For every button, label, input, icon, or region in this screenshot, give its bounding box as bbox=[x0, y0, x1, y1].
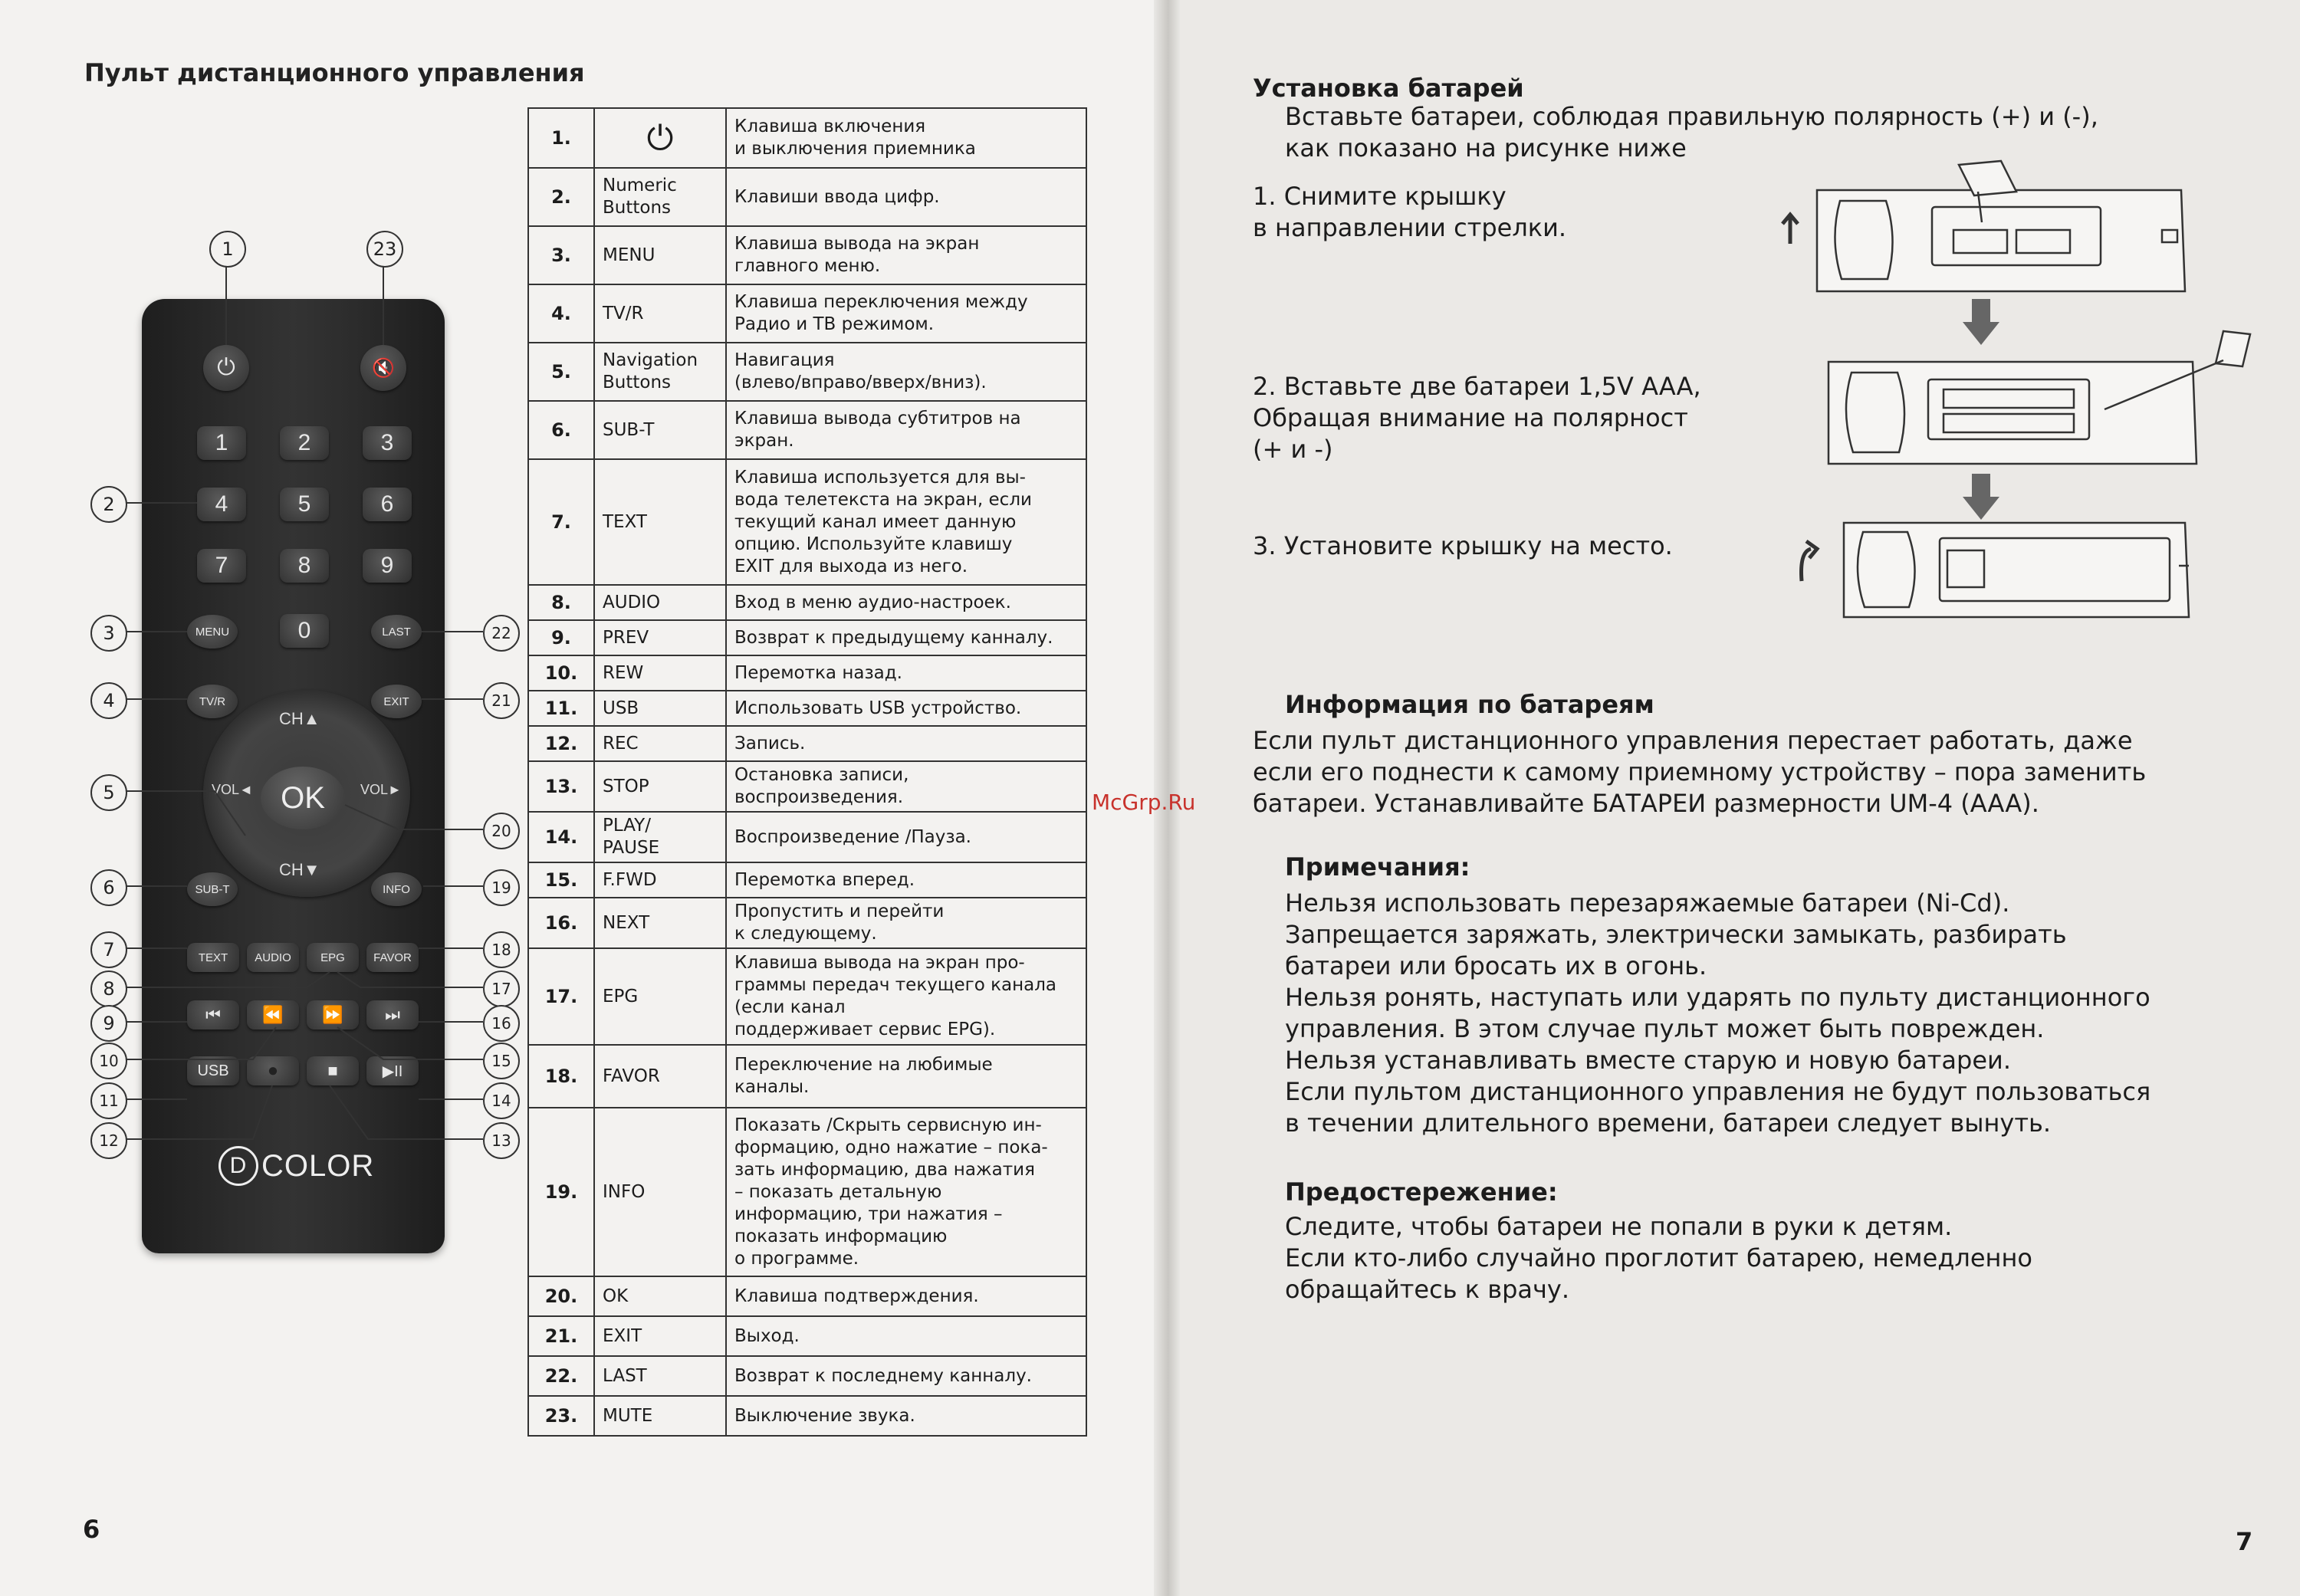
key-description: Клавиша вывода на экран главного меню. bbox=[726, 226, 1086, 284]
digit-3-button: 3 bbox=[363, 426, 412, 460]
page-number-left: 6 bbox=[83, 1515, 100, 1544]
key-number: 10. bbox=[528, 655, 594, 691]
next-button: ⏭ bbox=[366, 1000, 419, 1030]
warning-text: Следите, чтобы батареи не попали в руки к детям. Если кто-либо случайно проглотит батарею, немедленно обращайтесь к врачу. bbox=[1285, 1212, 2032, 1304]
arrow-step-2-to-3 bbox=[1963, 497, 1999, 520]
ch-down-label: CH▼ bbox=[279, 860, 320, 879]
rew-button: ⏪ bbox=[247, 1000, 299, 1030]
key-description: Клавиша используется для вы- вода телетекста на экран, если текущий канал имеет данную опцию. Используйте клавишу EXIT для выхода из него. bbox=[726, 459, 1086, 585]
key-name: INFO bbox=[594, 1108, 726, 1276]
key-description: Пропустить и перейти к следующему. bbox=[726, 898, 1086, 948]
key-name: REC bbox=[594, 726, 726, 761]
rec-button: ● bbox=[247, 1056, 299, 1085]
callout-3: 3 bbox=[90, 615, 127, 652]
key-name: USB bbox=[594, 691, 726, 726]
diagram-close-cover bbox=[1802, 523, 2190, 617]
callout-17: 17 bbox=[483, 970, 520, 1007]
digit-5-button: 5 bbox=[280, 488, 329, 521]
callout-18: 18 bbox=[483, 931, 520, 968]
key-number: 1. bbox=[528, 108, 594, 168]
brand-letter: D bbox=[219, 1146, 258, 1186]
stop-button: ■ bbox=[307, 1056, 359, 1085]
text-button: TEXT bbox=[187, 943, 239, 972]
key-description: Выключение звука. bbox=[726, 1396, 1086, 1436]
page-number-right: 7 bbox=[2236, 1527, 2253, 1556]
key-name: OK bbox=[594, 1276, 726, 1316]
digit-8-button: 8 bbox=[280, 549, 329, 583]
key-number: 6. bbox=[528, 401, 594, 459]
callout-5: 5 bbox=[90, 774, 127, 811]
usb-button: USB bbox=[187, 1056, 239, 1085]
notes-text: Нельзя использовать перезаряжаемые батареи (Ni-Cd). Запрещается заряжать, электрически замыкать, разбирать батареи или бросать их в огонь. Нельзя ронять, наступать или ударять по пульту дистанционного управления. В этом случае пульт может быть поврежден. Нельзя устанавливать вместе старую и новую батареи. Если пультом дистанционного управления не будут пользоваться в течении длительного времени, батареи следует вынуть. bbox=[1285, 888, 2151, 1138]
key-description: Переключение на любимые каналы. bbox=[726, 1045, 1086, 1108]
key-description: Воспроизведение /Пауза. bbox=[726, 812, 1086, 862]
key-description: Клавиша вывода субтитров на экран. bbox=[726, 401, 1086, 459]
notes-heading: Примечания: bbox=[1285, 852, 1470, 882]
key-name: EXIT bbox=[594, 1316, 726, 1356]
battery-install-heading: Установка батарей bbox=[1253, 74, 1524, 103]
ch-up-label: CH▲ bbox=[279, 709, 320, 728]
key-name: REW bbox=[594, 655, 726, 691]
key-name: AUDIO bbox=[594, 585, 726, 620]
epg-button: EPG bbox=[307, 943, 359, 972]
callout-1: 1 bbox=[209, 231, 246, 268]
key-number: 7. bbox=[528, 459, 594, 585]
digit-6-button: 6 bbox=[363, 488, 412, 521]
key-name: TV/R bbox=[594, 284, 726, 343]
key-number: 21. bbox=[528, 1316, 594, 1356]
digit-7-button: 7 bbox=[197, 549, 246, 583]
key-number: 12. bbox=[528, 726, 594, 761]
key-description: Вход в меню аудио-настроек. bbox=[726, 585, 1086, 620]
key-description: Клавиша включения и выключения приемника bbox=[726, 108, 1086, 168]
key-name: SUB-T bbox=[594, 401, 726, 459]
key-name: PREV bbox=[594, 620, 726, 655]
last-button: LAST bbox=[371, 615, 422, 649]
key-number: 3. bbox=[528, 226, 594, 284]
callout-16: 16 bbox=[483, 1005, 520, 1042]
subt-button: SUB-T bbox=[187, 872, 238, 906]
callout-14: 14 bbox=[483, 1082, 520, 1119]
vol-right-label: VOL► bbox=[360, 782, 402, 797]
callout-20: 20 bbox=[483, 813, 520, 849]
key-description: Остановка записи, воспроизведения. bbox=[726, 761, 1086, 812]
callout-19: 19 bbox=[483, 869, 520, 906]
ok-button: OK bbox=[261, 767, 345, 829]
key-description: Клавиша переключения между Радио и ТВ режимом. bbox=[726, 284, 1086, 343]
key-description: Показать /Скрыть сервисную ин- формацию, одно нажатие – пока- зать информацию, два нажатия – показать детальную информацию, три нажатия – показать информацию о программе. bbox=[726, 1108, 1086, 1276]
menu-button: MENU bbox=[187, 615, 238, 649]
callout-21: 21 bbox=[483, 682, 520, 719]
key-name: MENU bbox=[594, 226, 726, 284]
key-number: 20. bbox=[528, 1276, 594, 1316]
key-description: Клавиши ввода цифр. bbox=[726, 168, 1086, 226]
callout-9: 9 bbox=[90, 1005, 127, 1042]
mute-button: 🔇 bbox=[360, 345, 406, 391]
digit-4-button: 4 bbox=[197, 488, 246, 521]
info-button: INFO bbox=[371, 872, 422, 906]
key-description: Возврат к последнему канналу. bbox=[726, 1356, 1086, 1396]
digit-0-button: 0 bbox=[280, 614, 329, 648]
battery-step-1: 1. Снимите крышку в направлении стрелки. bbox=[1253, 182, 1567, 242]
key-number: 22. bbox=[528, 1356, 594, 1396]
battery-info-text: Если пульт дистанционного управления перестает работать, даже если его поднести к самому приемному устройству – пора заменить батареи. Устанавливайте БАТАРЕИ размерности UM-4 (AAA). bbox=[1253, 726, 2147, 818]
key-name: FAVOR bbox=[594, 1045, 726, 1108]
power-button: ⏻ bbox=[203, 345, 249, 391]
key-number: 19. bbox=[528, 1108, 594, 1276]
arrow-step-1-to-2 bbox=[1963, 322, 1999, 345]
fwd-button: ⏩ bbox=[307, 1000, 359, 1030]
diagram-remove-cover bbox=[1783, 161, 2185, 291]
key-description: Возврат к предыдущему канналу. bbox=[726, 620, 1086, 655]
favor-button: FAVOR bbox=[366, 943, 419, 972]
callout-2: 2 bbox=[90, 486, 127, 523]
key-number: 23. bbox=[528, 1396, 594, 1436]
battery-install-intro: Вставьте батареи, соблюдая правильную полярность (+) и (-), как показано на рисунке ниже bbox=[1285, 102, 2098, 163]
diagram-insert-batteries bbox=[1829, 331, 2250, 464]
key-description: Клавиша вывода на экран про- граммы передач текущего канала (если канал поддерживает сервис EPG). bbox=[726, 948, 1086, 1045]
tvr-button: TV/R bbox=[187, 685, 238, 718]
key-number: 16. bbox=[528, 898, 594, 948]
key-number: 5. bbox=[528, 343, 594, 401]
prev-button: ⏮ bbox=[187, 1000, 239, 1030]
key-description: Использовать USB устройство. bbox=[726, 691, 1086, 726]
key-number: 13. bbox=[528, 761, 594, 812]
watermark: McGrp.Ru bbox=[1092, 790, 1196, 815]
battery-step-2: 2. Вставьте две батареи 1,5V AAA, Обращая внимание на полярност (+ и -) bbox=[1253, 372, 1701, 464]
key-description: Клавиша подтверждения. bbox=[726, 1276, 1086, 1316]
key-name: NEXT bbox=[594, 898, 726, 948]
key-name: Numeric Buttons bbox=[594, 168, 726, 226]
battery-info-heading: Информация по батареям bbox=[1285, 690, 1654, 719]
callout-15: 15 bbox=[483, 1043, 520, 1079]
key-name: EPG bbox=[594, 948, 726, 1045]
key-number: 17. bbox=[528, 948, 594, 1045]
key-number: 15. bbox=[528, 862, 594, 898]
key-name: LAST bbox=[594, 1356, 726, 1396]
digit-9-button: 9 bbox=[363, 549, 412, 583]
battery-step-3: 3. Установите крышку на место. bbox=[1253, 531, 1673, 560]
key-number: 4. bbox=[528, 284, 594, 343]
audio-button: AUDIO bbox=[247, 943, 299, 972]
key-number: 14. bbox=[528, 812, 594, 862]
key-description: Запись. bbox=[726, 726, 1086, 761]
key-number: 9. bbox=[528, 620, 594, 655]
key-number: 18. bbox=[528, 1045, 594, 1108]
key-number: 8. bbox=[528, 585, 594, 620]
brand-name: COLOR bbox=[261, 1148, 375, 1183]
key-description: Навигация (влево/вправо/вверх/вниз). bbox=[726, 343, 1086, 401]
callout-10: 10 bbox=[90, 1043, 127, 1079]
digit-2-button: 2 bbox=[280, 426, 329, 460]
key-name: Navigation Buttons bbox=[594, 343, 726, 401]
key-number: 11. bbox=[528, 691, 594, 726]
page-title: Пульт дистанционного управления bbox=[84, 58, 585, 87]
key-name: PLAY/ PAUSE bbox=[594, 812, 726, 862]
key-number: 2. bbox=[528, 168, 594, 226]
vol-left-label: VOL◄ bbox=[212, 782, 253, 797]
warning-heading: Предостережение: bbox=[1285, 1177, 1558, 1207]
callout-7: 7 bbox=[90, 931, 127, 968]
callout-4: 4 bbox=[90, 682, 127, 719]
key-description: Перемотка вперед. bbox=[726, 862, 1086, 898]
key-description: Выход. bbox=[726, 1316, 1086, 1356]
callout-11: 11 bbox=[90, 1082, 127, 1119]
exit-button: EXIT bbox=[371, 685, 422, 718]
key-description: Перемотка назад. bbox=[726, 655, 1086, 691]
digit-1-button: 1 bbox=[197, 426, 246, 460]
key-name: TEXT bbox=[594, 459, 726, 585]
key-name: ⏻ bbox=[594, 108, 726, 168]
callout-13: 13 bbox=[483, 1122, 520, 1159]
key-name: STOP bbox=[594, 761, 726, 812]
callout-6: 6 bbox=[90, 869, 127, 906]
callout-22: 22 bbox=[483, 615, 520, 652]
play-pause-button: ▶II bbox=[366, 1056, 419, 1085]
key-name: F.FWD bbox=[594, 862, 726, 898]
callout-8: 8 bbox=[90, 970, 127, 1007]
callout-23: 23 bbox=[366, 231, 403, 268]
callout-12: 12 bbox=[90, 1122, 127, 1159]
key-name: MUTE bbox=[594, 1396, 726, 1436]
